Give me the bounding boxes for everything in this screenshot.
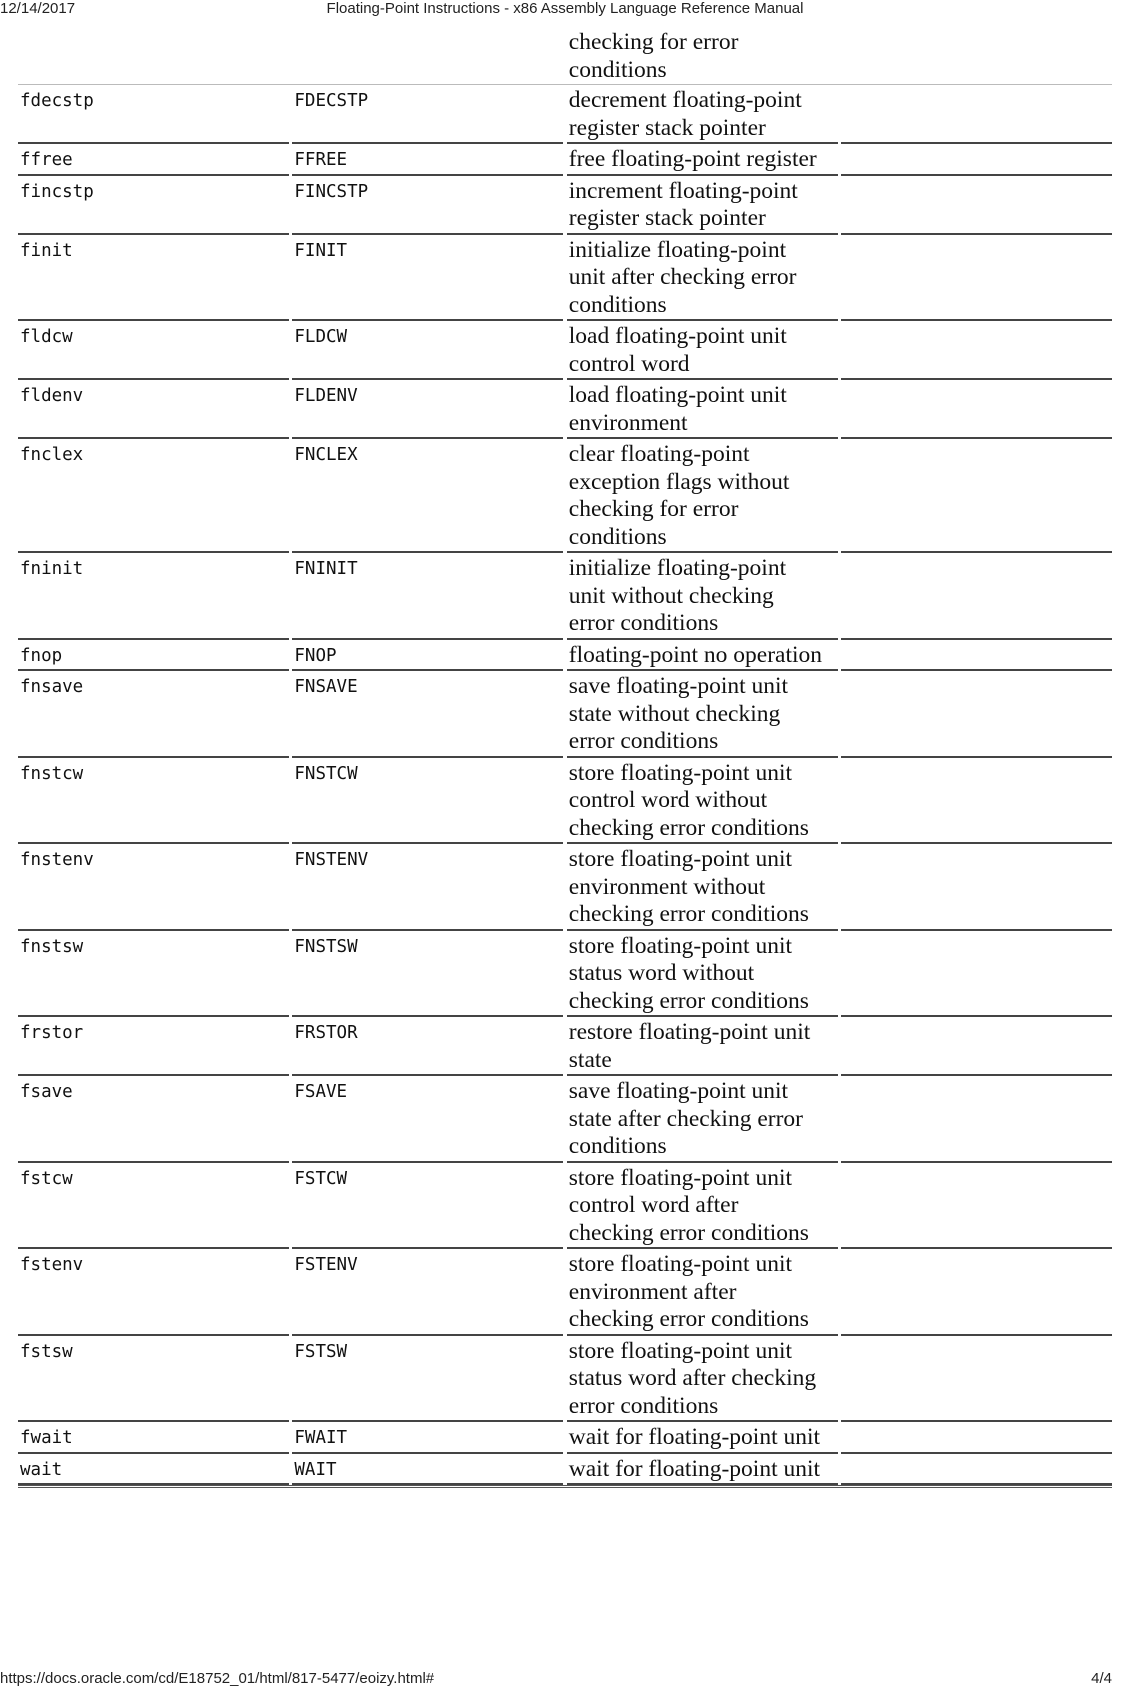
- description-line: wait for floating-point unit: [568, 1424, 821, 1450]
- description-line: unit without checking: [568, 582, 774, 609]
- empty-cell: [841, 1336, 1112, 1423]
- opcode-cell: FSTSW: [292, 1336, 563, 1423]
- table-row: [18, 176, 1112, 235]
- description-line: wait for floating-point unit: [568, 1455, 821, 1482]
- mnemonic-cell: fincstp: [18, 176, 289, 235]
- mnemonic-cell: fnstenv: [18, 844, 289, 931]
- description-line: control word after: [568, 1192, 739, 1218]
- opcode-cell: [292, 27, 563, 84]
- empty-cell: [841, 671, 1112, 758]
- opcode-cell: FLDCW: [292, 321, 563, 380]
- table-row: [18, 1249, 1112, 1336]
- table-row: [18, 85, 1112, 144]
- description-line: error conditions: [568, 1392, 719, 1419]
- mnemonic-cell: fwait: [18, 1422, 289, 1454]
- empty-cell: [841, 439, 1112, 553]
- mnemonic-cell: fstenv: [18, 1249, 289, 1336]
- description-cell: [567, 1336, 838, 1423]
- description-line: conditions: [568, 56, 667, 83]
- description-cell: [567, 380, 838, 439]
- mnemonic-cell: finit: [18, 235, 289, 322]
- empty-cell: [841, 321, 1112, 380]
- mnemonic-cell: fnstcw: [18, 758, 289, 845]
- description-cell: [567, 1454, 838, 1486]
- opcode-cell: FSTCW: [292, 1163, 563, 1250]
- description-cell: [567, 931, 838, 1018]
- table-row: [18, 1076, 1112, 1163]
- empty-cell: [841, 176, 1112, 235]
- mnemonic-cell: ffree: [18, 144, 289, 176]
- opcode-cell: FNSTENV: [292, 844, 563, 931]
- description-line: clear floating-point: [568, 441, 750, 467]
- opcode-cell: FNOP: [292, 640, 563, 672]
- empty-cell: [841, 1017, 1112, 1076]
- description-cell: [567, 1076, 838, 1163]
- description-line: checking for error: [568, 29, 739, 55]
- table-row: [18, 1454, 1112, 1486]
- description-cell: [567, 640, 838, 672]
- mnemonic-cell: fnsave: [18, 671, 289, 758]
- table-row: [18, 758, 1112, 845]
- opcode-cell: FFREE: [292, 144, 563, 176]
- description-line: environment: [568, 409, 688, 436]
- empty-cell: [841, 1076, 1112, 1163]
- description-cell: [567, 1163, 838, 1250]
- description-line: save floating-point unit: [568, 1078, 789, 1104]
- table-row: [18, 1017, 1112, 1076]
- opcode-cell: FSAVE: [292, 1076, 563, 1163]
- description-line: error conditions: [568, 610, 719, 636]
- mnemonic-cell: fldenv: [18, 380, 289, 439]
- instruction-table: [18, 27, 1112, 1488]
- empty-cell: [841, 380, 1112, 439]
- description-line: control word: [568, 350, 690, 377]
- empty-cell: [841, 844, 1112, 931]
- table-row: [18, 1336, 1112, 1423]
- description-line: floating-point no operation: [568, 641, 823, 668]
- table-row: [18, 640, 1112, 672]
- mnemonic-cell: fdecstp: [18, 85, 289, 144]
- mnemonic-cell: fnclex: [18, 439, 289, 553]
- description-line: checking error conditions: [568, 814, 809, 841]
- page-number: 4/4: [1091, 1670, 1112, 1687]
- description-line: status word after checking: [568, 1365, 817, 1391]
- empty-cell: [841, 1249, 1112, 1336]
- description-line: register stack pointer: [568, 205, 766, 231]
- description-line: store floating-point unit: [568, 1251, 792, 1277]
- description-line: store floating-point unit: [568, 1164, 792, 1191]
- opcode-cell: FNSAVE: [292, 671, 563, 758]
- description-line: environment after: [568, 1278, 737, 1305]
- print-header: [0, 0, 1130, 18]
- description-line: status word without: [568, 960, 755, 986]
- description-line: environment without: [568, 873, 766, 900]
- description-line: state without checking: [568, 700, 781, 727]
- opcode-cell: FINCSTP: [292, 176, 563, 235]
- description-line: checking for error: [568, 496, 739, 522]
- description-line: initialize floating-point: [568, 236, 787, 263]
- empty-cell: [841, 640, 1112, 672]
- description-line: store floating-point unit: [568, 932, 792, 959]
- description-cell: [567, 1249, 838, 1336]
- mnemonic-cell: fldcw: [18, 321, 289, 380]
- opcode-cell: FLDENV: [292, 380, 563, 439]
- mnemonic-cell: fsave: [18, 1076, 289, 1163]
- description-line: decrement floating-point: [568, 87, 802, 113]
- description-line: store floating-point unit: [568, 846, 792, 872]
- table-row: [18, 1163, 1112, 1250]
- empty-cell: [841, 235, 1112, 322]
- mnemonic-cell: fstcw: [18, 1163, 289, 1250]
- opcode-cell: FRSTOR: [292, 1017, 563, 1076]
- description-line: checking error conditions: [568, 901, 809, 927]
- table-row: [18, 1422, 1112, 1454]
- page-url: https://docs.oracle.com/cd/E18752_01/html/817-5477/eoizy.html#: [0, 1670, 435, 1687]
- document-title: Floating-Point Instructions - x86 Assembly Language Reference Manual: [326, 0, 804, 17]
- mnemonic-cell: frstor: [18, 1017, 289, 1076]
- description-cell: [567, 553, 838, 640]
- description-line: store floating-point unit: [568, 759, 792, 786]
- opcode-cell: FSTENV: [292, 1249, 563, 1336]
- table-row: [18, 235, 1112, 322]
- empty-cell: [841, 758, 1112, 845]
- mnemonic-cell: fstsw: [18, 1336, 289, 1423]
- description-line: conditions: [568, 1133, 667, 1159]
- description-cell: [567, 1017, 838, 1076]
- description-line: state: [568, 1046, 612, 1073]
- mnemonic-cell: wait: [18, 1454, 289, 1486]
- description-line: save floating-point unit: [568, 673, 789, 699]
- empty-cell: [841, 1163, 1112, 1250]
- description-line: checking error conditions: [568, 1306, 809, 1332]
- description-cell: [567, 176, 838, 235]
- description-line: register stack pointer: [568, 114, 766, 141]
- print-date: 12/14/2017: [0, 0, 76, 17]
- table-row: [18, 380, 1112, 439]
- opcode-cell: FNSTSW: [292, 931, 563, 1018]
- description-line: load floating-point unit: [568, 382, 787, 408]
- table-row: [18, 553, 1112, 640]
- table-row: [18, 671, 1112, 758]
- empty-cell: [841, 144, 1112, 176]
- table-row: [18, 144, 1112, 176]
- opcode-cell: FNCLEX: [292, 439, 563, 553]
- description-line: checking error conditions: [568, 1219, 809, 1246]
- description-line: free floating-point register: [568, 146, 817, 172]
- description-line: restore floating-point unit: [568, 1019, 811, 1045]
- mnemonic-cell: fninit: [18, 553, 289, 640]
- continuation-row: [18, 27, 1112, 85]
- description-line: conditions: [568, 291, 667, 318]
- description-cell: [567, 671, 838, 758]
- description-cell: [567, 1422, 838, 1454]
- description-line: store floating-point unit: [568, 1337, 792, 1364]
- print-footer: [0, 1670, 1130, 1688]
- mnemonic-cell: [18, 27, 289, 84]
- opcode-cell: FDECSTP: [292, 85, 563, 144]
- table-row: [18, 931, 1112, 1018]
- description-line: checking error conditions: [568, 987, 809, 1014]
- description-cell: [567, 235, 838, 322]
- table-row: [18, 844, 1112, 931]
- description-cell: [567, 85, 838, 144]
- description-cell: [567, 844, 838, 931]
- description-cell: [567, 321, 838, 380]
- table-row: [18, 439, 1112, 553]
- description-cell: [567, 144, 838, 176]
- mnemonic-cell: fnstsw: [18, 931, 289, 1018]
- description-line: error conditions: [568, 728, 719, 754]
- empty-cell: [841, 1454, 1112, 1486]
- description-line: state after checking error: [568, 1105, 803, 1132]
- empty-cell: [841, 1422, 1112, 1454]
- opcode-cell: FNINIT: [292, 553, 563, 640]
- description-line: exception flags without: [568, 468, 790, 495]
- table-row: [18, 321, 1112, 380]
- opcode-cell: FINIT: [292, 235, 563, 322]
- description-cell: [567, 27, 838, 84]
- mnemonic-cell: fnop: [18, 640, 289, 672]
- empty-cell: [841, 27, 1112, 84]
- description-line: unit after checking error: [568, 264, 797, 290]
- empty-cell: [841, 553, 1112, 640]
- description-line: increment floating-point: [568, 177, 798, 204]
- description-line: load floating-point unit: [568, 323, 787, 349]
- description-line: conditions: [568, 523, 667, 550]
- description-line: initialize floating-point: [568, 555, 787, 581]
- opcode-cell: FNSTCW: [292, 758, 563, 845]
- empty-cell: [841, 85, 1112, 144]
- description-cell: [567, 439, 838, 553]
- opcode-cell: FWAIT: [292, 1422, 563, 1454]
- description-cell: [567, 758, 838, 845]
- empty-cell: [841, 931, 1112, 1018]
- opcode-cell: WAIT: [292, 1454, 563, 1486]
- description-line: control word without: [568, 787, 768, 813]
